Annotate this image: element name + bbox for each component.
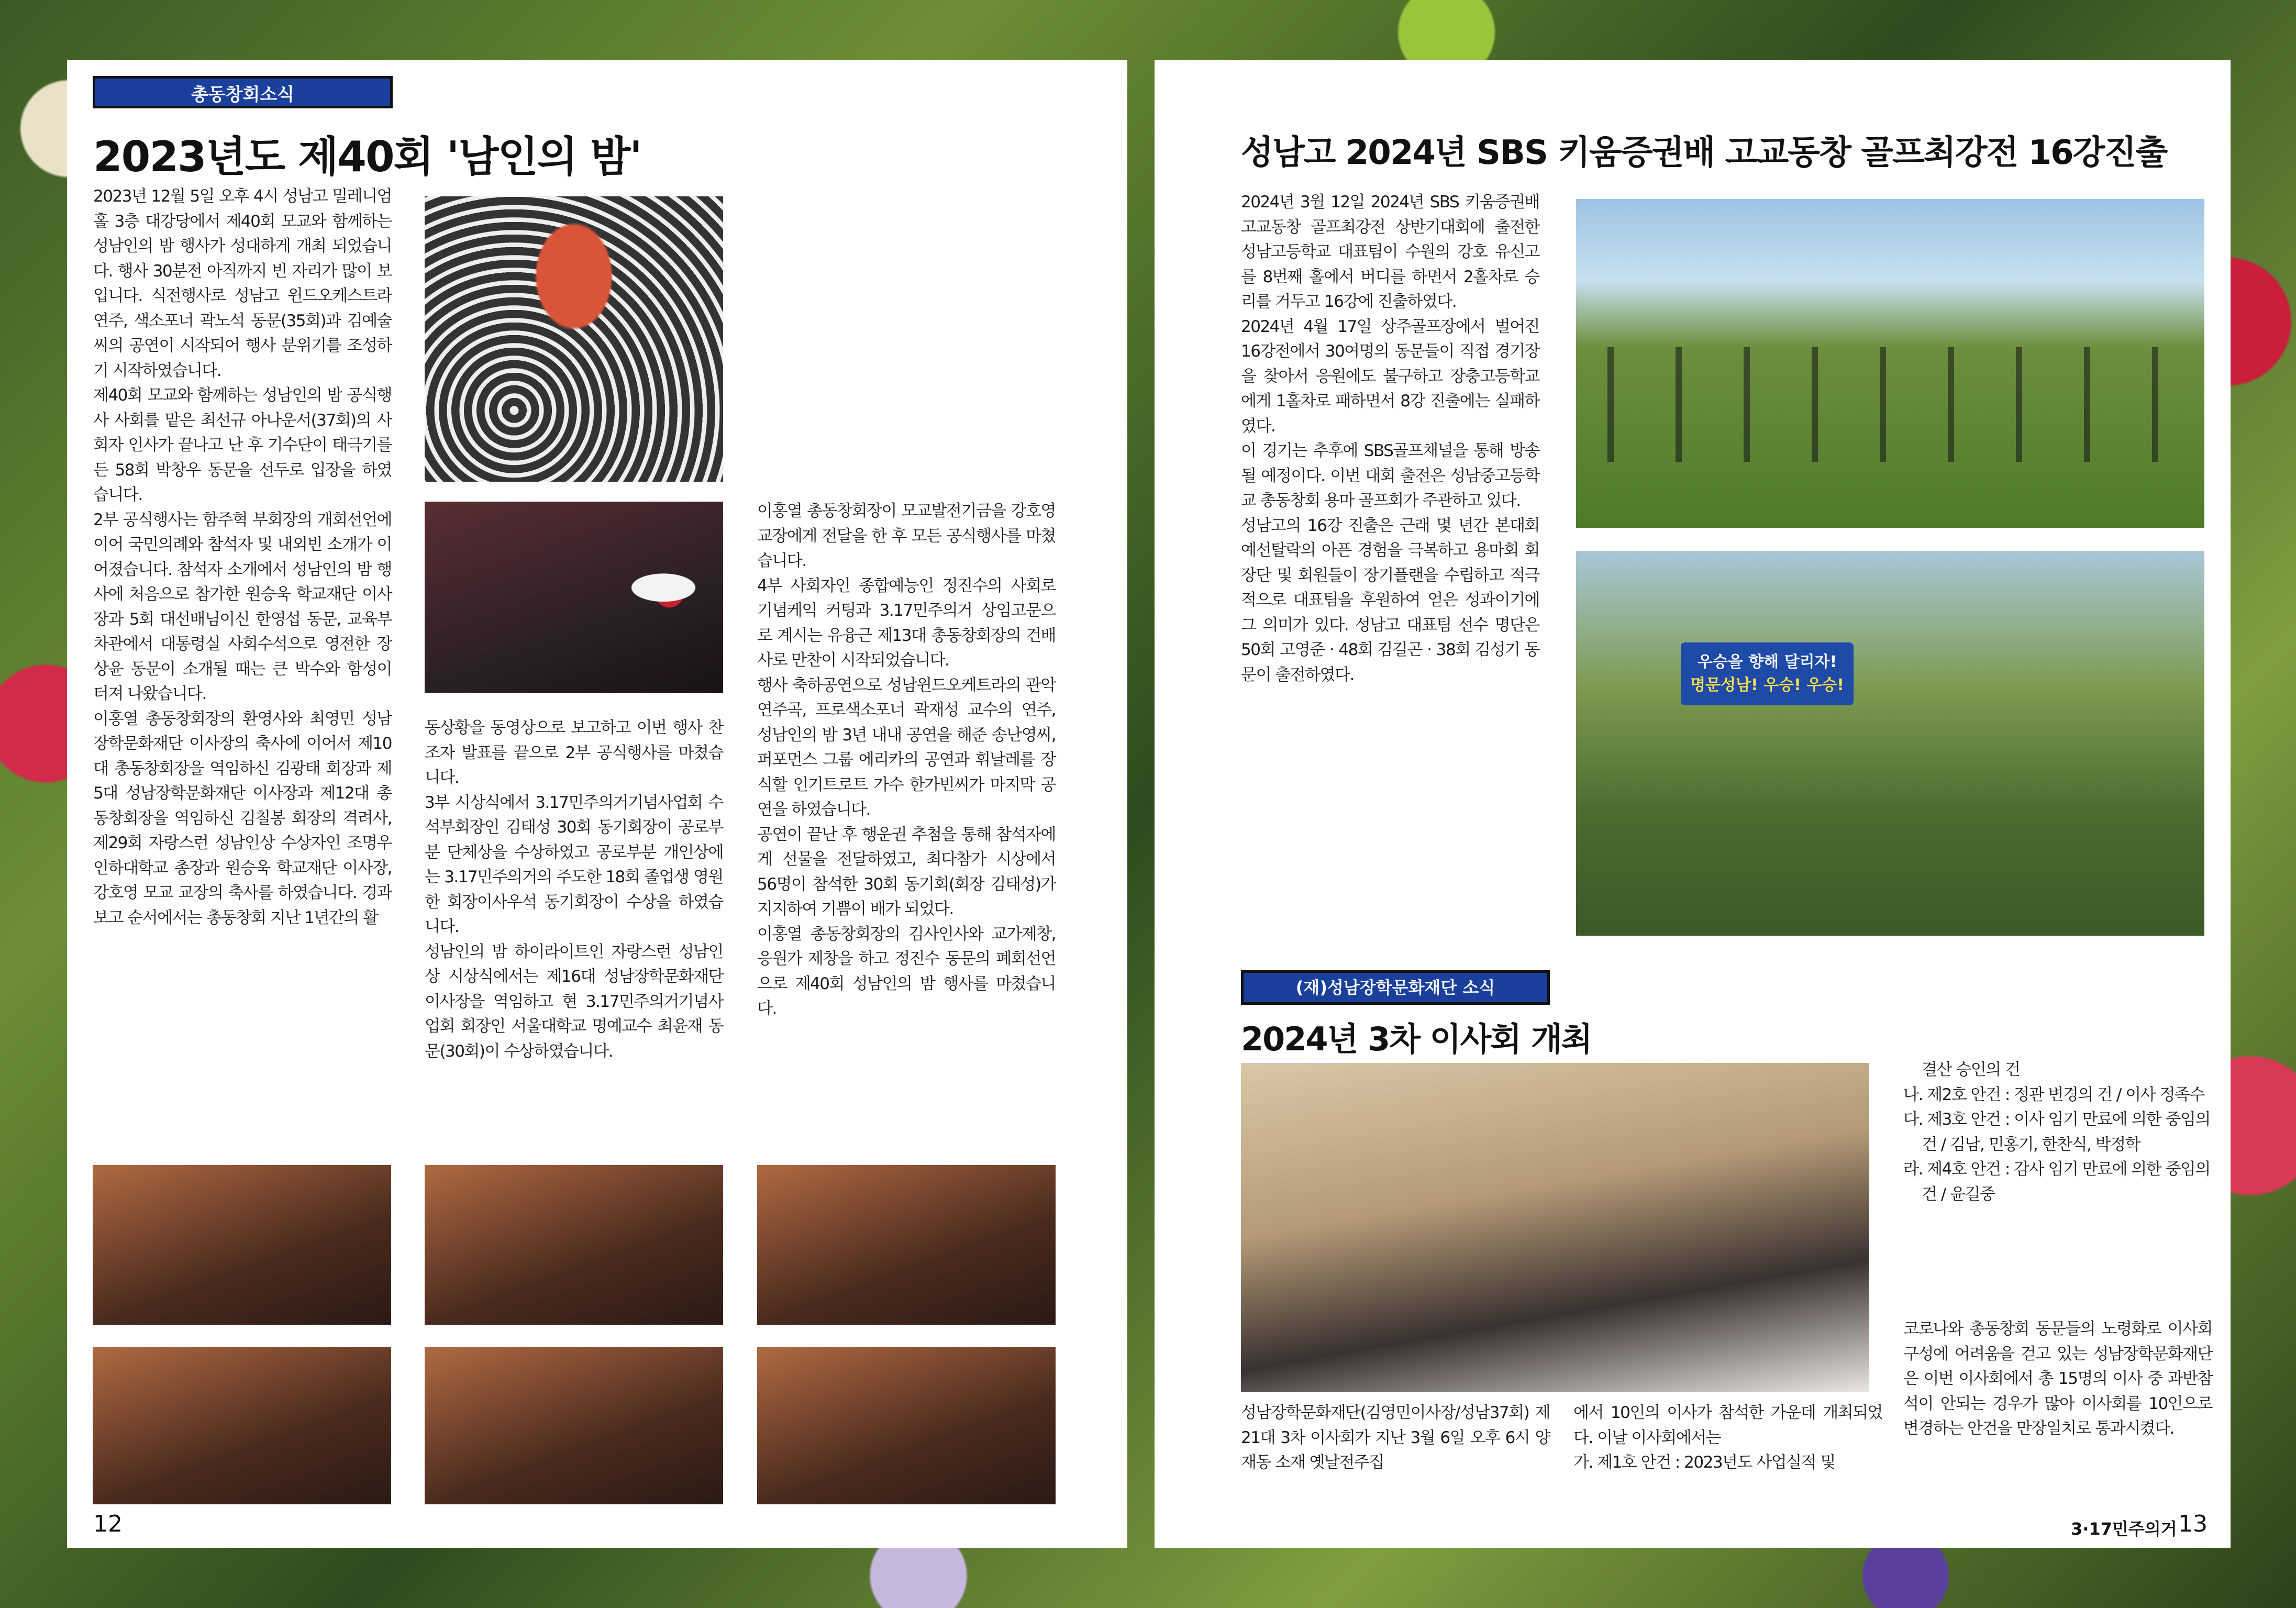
award-photo-2 — [425, 1165, 723, 1325]
golf-text: 2024년 3월 12일 2024년 SBS 키움증권배 고교동창 골프최강전 상반기대회에 출전한 성남고등학교 대표팀이 수원의 강호 유신고를 8번째 홀에서 버디를 하면서 2홀차로 승리를 거두고 16강에 진출하였다. 2024년 4월 17일 상주골프장에서 벌어진 16강전에서 30여명의 동문들이 직접 경기장을 찾아서 응원에도 불구하고 장충고등학교에게 1홀차로 패하면서 8강 진출에는 실패하였다. 이 경기는 추후에 SBS골프채널을 통해 방송될 예정이다. 이번 대회 출전은 성남중고등학교 총동창회 용마 골프회가 주관하고 있다. 성남고의 16강 진출은 근래 몇 년간 본대회 예선탈락의 아픈 경험을 극복하고 용마회 회장단 및 회원들이 장기플랜을 수립하고 적극적으로 대표팀을 후원하여 얻은 성과이기에 그 의미가 있다. 성남고 대표팀 선수 명단은 50회 고영준 · 48회 김길곤 · 38회 김성기 동문이 출전하였다. — [1241, 193, 1539, 684]
article-col-3 — [757, 499, 1056, 1138]
foundation-tag: (재)성남장학문화재단 소식 — [1241, 970, 1550, 1005]
agenda-item-3: 다. 제3호 안건 : 이사 임기 만료에 의한 중임의 건 / 김남, 민홍기, 한찬식, 박정학 — [1903, 1110, 2210, 1154]
board-meeting-photo — [1241, 1063, 1869, 1392]
board-col-2 — [1573, 1401, 1882, 1537]
golf-team-photo — [1576, 551, 2204, 936]
article-col-2 — [425, 716, 723, 1135]
page-number-left: 12 — [93, 1511, 123, 1537]
agenda-item-1-cont: 결산 승인의 건 — [1922, 1060, 2020, 1079]
board-text-1: 성남장학문화재단(김영민이사장/성남37회) 제21대 3차 이사회가 지난 3월 6일 오후 6시 양재동 소재 옛날전주집 — [1241, 1403, 1550, 1472]
board-text-2: 에서 10인의 이사가 참석한 가운데 개최되었다. 이날 이사회에서는 가. 제1호 안건 : 2023년도 사업실적 및 — [1573, 1403, 1882, 1472]
golf-column — [1241, 190, 1539, 1007]
left-page — [67, 60, 1127, 1548]
speech-photo — [93, 1347, 391, 1504]
golf-headline: 성남고 2024년 SBS 키움증권배 고교동창 골프최강전 16강진출 — [1241, 134, 2167, 172]
banner-line-2: 명문성남! 우승! 우승! — [1690, 676, 1844, 694]
cheer-banner — [1681, 642, 1854, 705]
agenda-item-2: 나. 제2호 안건 : 정관 변경의 건 / 이사 정족수 — [1903, 1085, 2204, 1104]
board-headline: 2024년 3차 이사회 개최 — [1241, 1020, 1592, 1058]
banner-line-1: 우승을 향해 달리자! — [1697, 653, 1837, 671]
col-1-text: 2023년 12월 5일 오후 4시 성남고 밀레니엄홀 3층 대강당에서 제40회 모교와 함께하는 성남인의 밤 행사가 성대하게 개최 되었습니다. 행사 30분전 아직까지 빈 자리가 많이 보입니다. 식전행사로 성남고 윈드오케스트라 연주, 색소포너 곽노석 동문(35회)과 김예술씨의 공연이 시작되어 행사 분위기를 조성하기 시작하였습니다. 제40회 모교와 함께하는 성남인의 밤 공식행사 사회를 맡은 최선규 아나운서(37회)의 사회자 인사가 끝나고 난 후 기수단이 태극기를 든 58회 박창우 동문을 선두로 입장을 하였습니다. 2부 공식행사는 함주혁 부회장의 개회선언에 이어 국민의례와 참석자 및 내외빈 소개가 이어졌습니다. 참석자 소개에서 성남인의 밤 행사에 처음으로 참가한 원승욱 학교재단 이사장과 5회 대선배님이신 한영섭 동문, 교육부 차관에서 대통령실 사회수석으로 영전한 장상윤 동문이 소개될 때는 큰 박수와 함성이 터져 나왔습니다. 이홍열 총동창회장의 환영사와 최영민 성남장학문화재단 이사장의 축사에 이어서 제10대 총동창회장을 역임하신 김광태 회장과 제5대 성남장학문화재단 이사장과 제12대 총동창회장을 역임하신 김칠봉 회장의 격려사, 제29회 자랑스런 성남인상 수상자인 조명우 인하대학교 총장과 원승욱 학교재단 이사장, 강호영 모교 교장의 축사를 하였습니다. 경과보고 순서에서는 총동창회 지난 1년간의 활 — [93, 187, 392, 927]
board-text-3: 코로나와 총동창회 동문들의 노령화로 이사회 구성에 어려움을 걷고 있는 성남장학문화재단은 이번 이사회에서 총 15명의 이사 중 과반참석이 안되는 경우가 많아 이사회를 10인으로 변경하는 안건을 만장일치로 통과시켰다. — [1903, 1319, 2212, 1438]
magazine-name: 3·17민주의거 — [2071, 1519, 2177, 1539]
group-photo — [425, 1347, 723, 1504]
golf-course-photo — [1576, 199, 2204, 528]
agenda-item-4: 라. 제4호 안건 : 감사 임기 만료에 의한 중임의 건 / 윤길중 — [1903, 1160, 2210, 1204]
col-3-text: 이홍열 총동창회장이 모교발전기금을 강호영 교장에게 전달을 한 후 모든 공식행사를 마쳤습니다. 4부 사회자인 종합예능인 정진수의 사회로 기념케익 커팅과 3.17민주의거 상임고문으로 계시는 유융근 제13대 총동창회장의 건배사로 만찬이 시작되었습니다. 행사 축하공연으로 성남윈드오케트라의 관악 연주곡, 프로색소포너 곽재성 교수의 연주, 성남인의 밤 3년 내내 공연을 해준 송난영씨, 퍼포먼스 그룹 에리카의 공연과 휘날레를 장식할 인기트로트 가수 한가빈씨가 마지막 공연을 하였습니다. 공연이 끝난 후 행운권 추첨을 통해 참석자에게 선물을 전달하였고, 최다참가 시상에서 56명이 참석한 30회 동기회(회장 김태성)가 지지하여 기쁨이 배가 되었다. 이홍열 총동창회장의 김사인사와 교가제창, 응원가 제창을 하고 정진수 동문의 폐회선언으로 제40회 성남인의 밤 행사를 마쳤습니다. — [757, 502, 1056, 1018]
article-headline: 2023년도 제40회 '남인의 밤' — [93, 132, 641, 181]
board-col-1 — [1241, 1401, 1550, 1537]
board-col-3-para — [1903, 1317, 2212, 1537]
award-photo-3 — [757, 1165, 1056, 1325]
hall-photo — [425, 196, 723, 482]
page-number-right: 13 — [2178, 1511, 2208, 1537]
flag-entrance-photo — [425, 502, 723, 693]
award-photo-1 — [93, 1165, 391, 1325]
article-col-1 — [93, 184, 392, 1137]
medal-photo — [757, 1347, 1056, 1504]
right-page — [1155, 60, 2231, 1548]
col-2-text: 동상황을 동영상으로 보고하고 이번 행사 찬조자 발표를 끝으로 2부 공식행사를 마쳤습니다. 3부 시상식에서 3.17민주의거기념사업회 수석부회장인 김태성 30회 동기회장이 공로부분 단체상을 수상하였고 공로부분 개인상에는 3.17민주의거의 주도한 18회 졸업생 영원한 회장이사우석 동기회장이 수상을 하였습니다. 성남인의 밤 하이라이트인 자랑스런 성남인상 시상식에서는 제16대 성남장학문화재단 이사장을 역임하고 현 3.17민주의거기념사업회 회장인 서울대학교 명예교수 최윤재 동문(30회)이 수상하였습니다. — [425, 718, 723, 1061]
section-tag: 총동창회소식 — [93, 76, 393, 108]
